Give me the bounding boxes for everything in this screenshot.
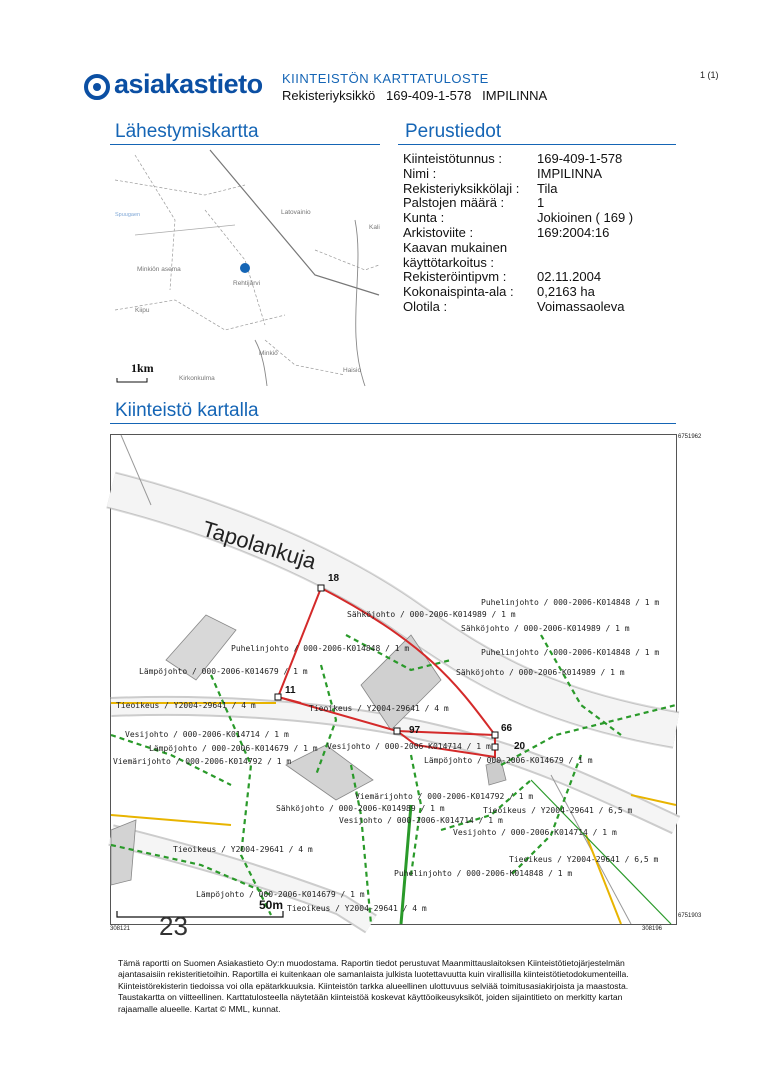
info-label: Kiinteistötunnus : — [403, 151, 503, 166]
info-row — [403, 256, 633, 271]
info-value: 0,2163 ha — [537, 284, 595, 300]
info-value: Jokioinen ( 169 ) — [537, 210, 634, 226]
easement-annotation: Vesijohto / 000-2006-K014714 / 1 m — [339, 816, 503, 825]
info-value: Tila — [537, 180, 558, 196]
section-divider — [110, 144, 380, 145]
section-title-approach-map: Lähestymiskartta — [115, 121, 259, 142]
section-title-basic-info: Perustiedot — [405, 121, 502, 142]
info-label: Rekisteriyksikkölaji : — [403, 180, 520, 196]
info-row — [403, 241, 633, 256]
place-label: Latovainio — [281, 209, 311, 216]
easement-annotation: Sähköjohto / 000-2006-K014989 / 1 m — [461, 624, 630, 633]
building — [111, 820, 136, 885]
point-label: 18 — [328, 573, 340, 584]
approach-map — [115, 150, 379, 386]
page-number: 1 (1) — [700, 70, 719, 80]
info-row — [403, 270, 633, 285]
easement-annotation: Lämpöjohto / 000-2006-K014679 / 1 m — [139, 667, 308, 676]
point-label: 11 — [285, 685, 296, 696]
easement-annotation: Tieoikeus / Y2004-29641 / 6,5 m — [483, 806, 633, 815]
info-label: Arkistoviite : — [403, 224, 474, 240]
easement-annotation: Tieoikeus / Y2004-29641 / 6,5 m — [509, 855, 659, 864]
document-title: KIINTEISTÖN KARTTATULOSTE — [282, 71, 489, 86]
info-label: Rekisteröintipvm : — [403, 269, 507, 285]
point-label: 20 — [514, 741, 526, 752]
scale-label: 50m — [259, 898, 284, 912]
place-label: Spuugaen — [115, 212, 141, 218]
section-divider — [398, 144, 676, 145]
easement-annotation: Viemärijohto / 000-2006-K014792 / 1 m — [113, 757, 292, 766]
easement-annotation: Puhelinjohto / 000-2006-K014848 / 1 m — [394, 869, 573, 878]
place-label: Minkiö — [259, 350, 278, 357]
info-row — [403, 152, 633, 167]
footer-text: Tämä raportti on Suomen Asiakastieto Oy:n muodostama. Raportin tiedot perustuvat Maanmittauslaitoksen Kiinteistötietojärjestelmän ajantasaisiin rekisteritietoihin. Raportilla ei kuitenkaan ole samanlaista julkista luotettavuutta kuin virallisilla kiinteistötietodokumenteilla. Kiinteistörekisterin tiedoissa voi olla epätarkkuuksia. Kiinteistön tarkka alueellinen ulottuvuus selviää toimitusasiakirjoista ja maastosta. Taustakartta on viitteellinen. Karttatulosteella näytetään kiinteistöä koskevat käyttöoikeusyksiköt, joiden sijaintitieto on merkitty kartan rajaamalle alueelle. Kartat © MML, kunnat. — [118, 958, 629, 1014]
info-value: 169-409-1-578 — [537, 151, 623, 166]
easement-annotation: Vesijohto / 000-2006-K014714 / 1 m — [327, 742, 491, 751]
info-row — [403, 226, 633, 241]
scale-label: 1km — [131, 361, 154, 375]
easement-annotation: Lämpöjohto / 000-2006-K014679 / 1 m — [424, 756, 593, 765]
easement-annotation: Viemärijohto / 000-2006-K014792 / 1 m — [355, 792, 534, 801]
info-label: Kokonaispinta-ala : — [403, 284, 514, 300]
easement-annotation: Puhelinjohto / 000-2006-K014848 / 1 m — [481, 648, 660, 657]
point-label: 66 — [501, 723, 513, 734]
basic-info-table — [403, 152, 633, 315]
info-value: 1 — [537, 195, 545, 211]
easement-annotation: Vesijohto / 000-2006-K014714 / 1 m — [125, 730, 289, 739]
coordinate-label: 6751962 — [678, 434, 702, 440]
info-value: Voimassaoleva — [537, 298, 625, 314]
place-label: Kirkonkulma — [179, 375, 215, 382]
scale-bar — [117, 378, 147, 382]
section-title-property-map: Kiinteistö kartalla — [115, 400, 259, 421]
place-label: Haisio — [343, 367, 362, 374]
easement-line — [531, 780, 671, 924]
place-label: Kiipu — [135, 307, 150, 314]
register-unit-subtitle: Rekisteriyksikkö 169-409-1-578 IMPILINNA — [282, 88, 548, 103]
road-right-line — [586, 835, 621, 924]
info-row — [403, 182, 633, 197]
info-row — [403, 167, 633, 182]
easement-annotation: Puhelinjohto / 000-2006-K014848 / 1 m — [231, 644, 410, 653]
easement-annotation: Sähköjohto / 000-2006-K014989 / 1 m — [347, 610, 516, 619]
info-row — [403, 196, 633, 211]
info-row — [403, 285, 633, 300]
road-name-label: Tapolankuja — [199, 515, 320, 575]
easement-annotation: Sähköjohto / 000-2006-K014989 / 1 m — [276, 804, 445, 813]
info-label: Kaavan mukainen — [403, 239, 508, 255]
point-label: 97 — [409, 725, 421, 736]
info-row — [403, 300, 633, 315]
easement-annotation: Lämpöjohto / 000-2006-K014679 / 1 m — [149, 744, 318, 753]
info-label: Nimi : — [403, 165, 437, 181]
coordinate-label: 308196 — [642, 926, 663, 932]
section-divider — [110, 423, 676, 424]
easement-annotation: Tieoikeus / Y2004-29641 / 4 m — [309, 704, 449, 713]
location-pin-icon — [84, 74, 110, 100]
place-label: Kali — [369, 224, 380, 231]
coordinate-label: 6751903 — [678, 913, 702, 919]
easement-annotation: Sähköjohto / 000-2006-K014989 / 1 m — [456, 668, 625, 677]
info-value: 169:2004:16 — [537, 224, 610, 240]
easement-annotation: Tieoikeus / Y2004-29641 / 4 m — [287, 904, 427, 913]
footer-disclaimer — [118, 958, 658, 1015]
place-label: Rehtijärvi — [233, 280, 261, 287]
info-label: Palstojen määrä : — [403, 195, 505, 211]
easement-annotation: Lämpöjohto / 000-2006-K014679 / 1 m — [196, 890, 365, 899]
info-value: 02.11.2004 — [537, 269, 602, 285]
partial-plot-number: 23 — [159, 911, 188, 941]
brand-name: asiakastieto — [114, 69, 263, 99]
info-label: käyttötarkoitus : — [403, 254, 495, 270]
easement-annotation: Vesijohto / 000-2006-K014714 / 1 m — [453, 828, 617, 837]
easement-annotation: Tieoikeus / Y2004-29641 / 4 m — [173, 845, 313, 854]
info-row — [403, 211, 633, 226]
asiakastieto-logo — [84, 71, 264, 107]
easement-annotation: Puhelinjohto / 000-2006-K014848 / 1 m — [481, 598, 660, 607]
coordinate-label: 308121 — [110, 926, 131, 932]
info-label: Olotila : — [403, 298, 448, 314]
info-value: IMPILINNA — [537, 165, 603, 181]
easement-annotation: Tieoikeus / Y2004-29641 / 4 m — [116, 701, 256, 710]
info-label: Kunta : — [403, 210, 445, 226]
place-label: Minkiön asema — [137, 266, 181, 273]
